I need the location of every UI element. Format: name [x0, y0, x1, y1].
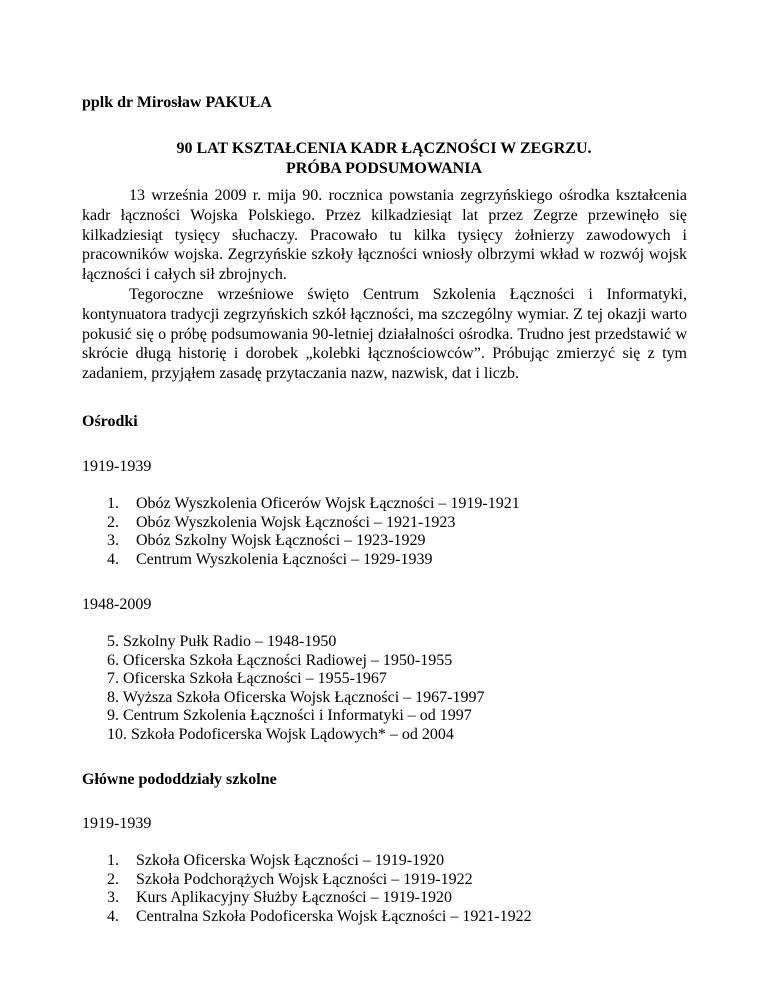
section-heading-pododdzialy: Główne pododdziały szkolne [82, 771, 277, 788]
list-item-number: 1. [107, 852, 119, 869]
list-item: Kurs Aplikacyjny Służby Łączności – 1919-1920 [136, 889, 452, 906]
list-item: Obóz Wyszkolenia Oficerów Wojsk Łączności – 1919-1921 [136, 495, 520, 512]
list-item-number: 3. [107, 532, 119, 549]
list-item: 6. Oficerska Szkoła Łączności Radiowej – 1950-1955 [107, 652, 453, 669]
list-item: 9. Centrum Szkolenia Łączności i Informatyki – od 1997 [107, 707, 472, 724]
list-item-number: 4. [107, 908, 119, 925]
list-item-number: 4. [107, 551, 119, 568]
list-item: Obóz Wyszkolenia Wojsk Łączności – 1921-1923 [136, 514, 456, 531]
list-item: Obóz Szkolny Wojsk Łączności – 1923-1929 [136, 532, 426, 549]
period-label: 1948-2009 [82, 596, 152, 613]
list-item-number: 2. [107, 871, 119, 888]
document-title-line-1: 90 LAT KSZTAŁCENIA KADR ŁĄCZNOŚCI W ZEGRZU. [176, 140, 592, 157]
period-label: 1919-1939 [82, 458, 152, 475]
list-item-number: 3. [107, 889, 119, 906]
list-item: Centralna Szkoła Podoficerska Wojsk Łączności – 1921-1922 [136, 908, 532, 925]
list-item: Szkoła Podchorążych Wojsk Łączności – 1919-1922 [136, 871, 473, 888]
list-item-number: 2. [107, 514, 119, 531]
section-heading-osrodki: Ośrodki [82, 413, 138, 430]
list-item: Centrum Wyszkolenia Łączności – 1929-1939 [136, 551, 433, 568]
period-label: 1919-1939 [82, 815, 152, 832]
list-item: Szkoła Oficerska Wojsk Łączności – 1919-1920 [136, 852, 445, 869]
document-title-line-2: PRÓBA PODSUMOWANIA [285, 160, 482, 177]
list-item: 10. Szkoła Podoficerska Wojsk Lądowych* – od 2004 [107, 726, 454, 743]
list-item: 8. Wyższa Szkoła Oficerska Wojsk Łączności – 1967-1997 [107, 689, 485, 706]
list-item: 7. Oficerska Szkoła Łączności – 1955-1967 [107, 670, 387, 687]
author-line: pplk dr Mirosław PAKUŁA [82, 94, 272, 111]
intro-paragraph-2: Tegoroczne wrześniowe święto Centrum Szkolenia Łączności i Informatyki, kontynuatora tradycji zegrzyńskich szkół łączności, ma szczególny wymiar. Z tej okazji warto pokusić się o próbę podsumowania 90-letniej działalności ośrodka. Trudno jest przedstawić w skrócie długą historię i dorobek „kolebki łącznościowców”. Próbując zmierzyć się z tym zadaniem, przyjąłem zasadę przytaczania nazw, nazwisk, dat i liczb. [82, 286, 687, 383]
intro-paragraph-1: 13 września 2009 r. mija 90. rocznica powstania zegrzyńskiego ośrodka kształcenia kadr łączności Wojska Polskiego. Przez kilkadziesiąt lat przez Zegrze przewinęło się kilkadziesiąt tysięcy słuchaczy. Pracowało tu kilka tysięcy żołnierzy zawodowych i pracowników wojska. Zegrzyńskie szkoły łączności wniosły olbrzymi wkład w rozwój wojsk łączności i całych sił zbrojnych. [82, 187, 687, 284]
list-item-number: 1. [107, 495, 119, 512]
list-item: 5. Szkolny Pułk Radio – 1948-1950 [107, 633, 337, 650]
